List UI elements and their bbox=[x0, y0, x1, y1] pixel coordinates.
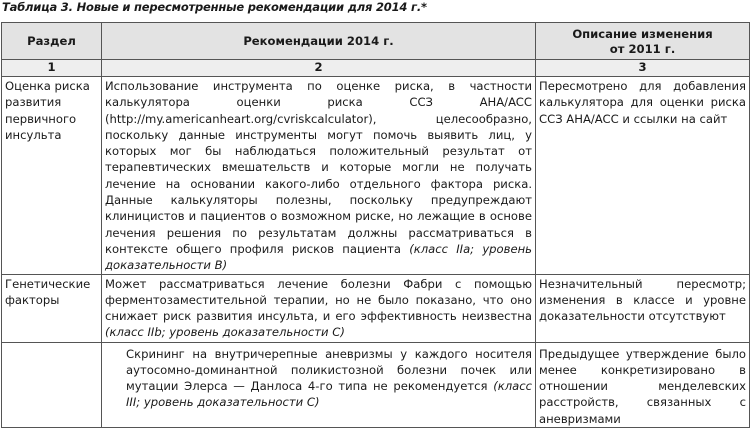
evidence-level: (класс IIa; уровень доказательности B) bbox=[105, 241, 533, 273]
header-change-line2: от 2011 г. bbox=[609, 41, 676, 56]
row-recommendation bbox=[102, 274, 536, 342]
table-row bbox=[2, 342, 750, 427]
column-number-3: 3 bbox=[536, 60, 750, 77]
recommendation-text: Может рассматриваться лечение болезни Фабри с помощью ферментозаместительной терапии, но не было показано, что оно снижает риск развития инсульта, и его эффективность неизвестна bbox=[105, 276, 532, 324]
column-number-1: 1 bbox=[2, 60, 102, 77]
column-number-2: 2 bbox=[102, 60, 536, 77]
row-change: Пересмотрено для добавления калькулятора для оценки риска ССЗ AHA/ACC и ссылки на сайт bbox=[536, 77, 750, 275]
header-recommendations: Рекомендации 2014 г. bbox=[102, 23, 536, 60]
row-change: Незначительный пересмотр; изменения в классе и уровне доказательности отсутствуют bbox=[536, 274, 750, 342]
table-row bbox=[2, 77, 750, 275]
row-recommendation bbox=[102, 77, 536, 275]
row-change: Предыдущее утверждение было менее конкретизировано в отношении менделевских расстройств, связанных с аневризмами bbox=[536, 342, 750, 427]
table-row bbox=[2, 274, 750, 342]
table-header-row bbox=[2, 23, 750, 60]
column-number-row bbox=[2, 60, 750, 77]
row-section: Оценка риска развития первичного инсульта bbox=[2, 77, 102, 275]
recommendation-text: Использование инструмента по оценке риска, в частности калькулятора оценки риска ССЗ AHA/ACC (http://my.americanheart.org/cvriskcalculator), целесообразно, поскольку данные инструменты могут помочь выявить лиц, у которых мог бы наблюдаться положительный результат от терапевтических вмешательств и которые могли не получать лечение на основании какого-либо отдельного фактора риска. Данные калькуляторы полезны, поскольку предупреждают клиницистов и пациентов о возможном риске, но лежащие в основе лечения решения по результатам должны рассматриваться в контексте общего профиля рисков пациента bbox=[105, 79, 532, 256]
row-section bbox=[2, 342, 102, 427]
recommendations-table bbox=[1, 22, 750, 428]
table-caption: Таблица 3. Новые и пересмотренные рекомендации для 2014 г.* bbox=[2, 0, 427, 14]
recommendation-text: Скрининг на внутричерепные аневризмы у каждого носителя аутосомно-доминантной поликистозной болезни почек или мутации Элерса — Данлоса 4-го типа не рекомендуется bbox=[126, 346, 532, 394]
row-recommendation bbox=[102, 342, 536, 427]
header-section: Раздел bbox=[2, 23, 102, 60]
header-change-description bbox=[536, 23, 750, 60]
evidence-level: (класс III; уровень доказательности С) bbox=[126, 379, 533, 410]
header-change-line1: Описание изменения bbox=[572, 26, 713, 41]
row-section: Генетические факторы bbox=[2, 274, 102, 342]
evidence-level: (класс IIb; уровень доказательности С) bbox=[105, 325, 345, 340]
